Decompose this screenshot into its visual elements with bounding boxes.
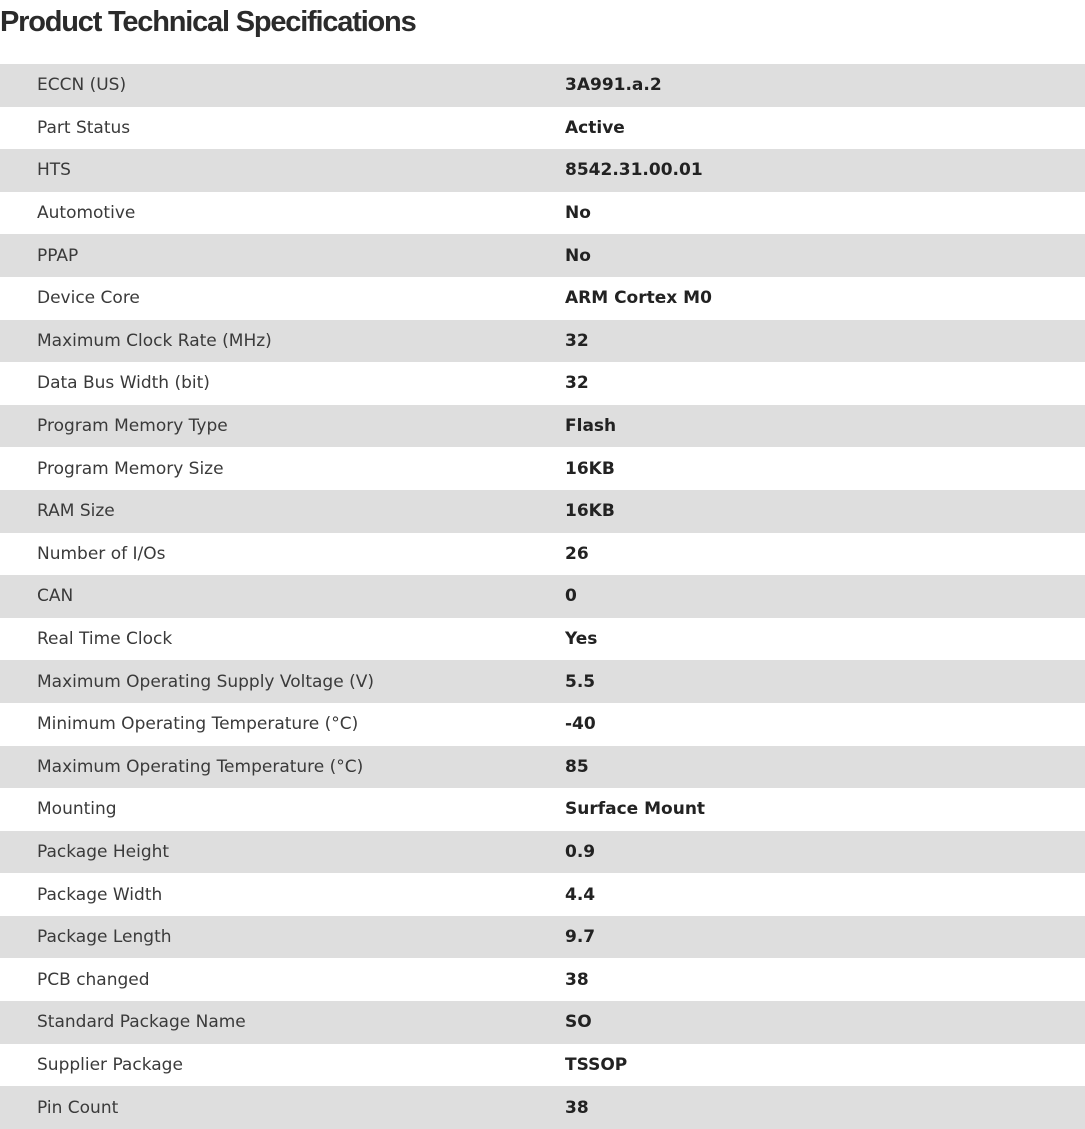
spec-value: 32 — [565, 373, 589, 394]
spec-value: 85 — [565, 756, 589, 777]
spec-row-hts — [0, 149, 1085, 192]
spec-label: Package Width — [37, 884, 163, 905]
spec-row-program-memory-type — [0, 405, 1085, 448]
spec-row-can — [0, 575, 1085, 618]
spec-row-package-length — [0, 916, 1085, 959]
spec-table-body — [0, 64, 1085, 1129]
spec-row-mounting — [0, 788, 1085, 831]
spec-label: Pin Count — [37, 1097, 119, 1118]
spec-label: Program Memory Type — [37, 416, 228, 437]
spec-row-data-bus-width — [0, 362, 1085, 405]
spec-row-max-operating-temperature — [0, 746, 1085, 789]
spec-value: No — [565, 203, 591, 224]
spec-label: PPAP — [37, 245, 79, 266]
spec-label: Mounting — [37, 799, 117, 820]
spec-row-package-height — [0, 831, 1085, 874]
spec-label: Real Time Clock — [37, 629, 173, 650]
spec-value: 9.7 — [565, 927, 596, 948]
spec-value: Surface Mount — [565, 799, 706, 820]
spec-label: Supplier Package — [37, 1054, 183, 1075]
spec-label: Package Height — [37, 841, 170, 862]
spec-row-supplier-package — [0, 1044, 1085, 1087]
spec-row-number-of-ios — [0, 533, 1085, 576]
spec-row-ppap — [0, 234, 1085, 277]
spec-label: Maximum Operating Temperature (°C) — [37, 756, 364, 777]
spec-label: Program Memory Size — [37, 458, 224, 479]
spec-value: 0.9 — [565, 841, 596, 862]
spec-label: PCB changed — [37, 969, 150, 990]
spec-label: Maximum Operating Supply Voltage (V) — [37, 671, 374, 692]
spec-value: 3A991.a.2 — [565, 75, 662, 96]
spec-value: 38 — [565, 969, 589, 990]
spec-label: Minimum Operating Temperature (°C) — [37, 714, 359, 735]
spec-value: -40 — [565, 714, 596, 735]
spec-value: TSSOP — [565, 1054, 628, 1075]
spec-row-pcb-changed — [0, 958, 1085, 1001]
spec-row-real-time-clock — [0, 618, 1085, 661]
spec-value: 16KB — [565, 458, 615, 479]
spec-label: Number of I/Os — [37, 543, 166, 564]
spec-row-package-width — [0, 873, 1085, 916]
spec-value: 16KB — [565, 501, 615, 522]
spec-value: Flash — [565, 416, 617, 437]
spec-value: 4.4 — [565, 884, 596, 905]
spec-label: Standard Package Name — [37, 1012, 246, 1033]
spec-value: 32 — [565, 330, 589, 351]
spec-row-eccn — [0, 64, 1085, 107]
spec-value: 38 — [565, 1097, 589, 1118]
spec-row-min-operating-temperature — [0, 703, 1085, 746]
spec-row-part-status — [0, 107, 1085, 150]
spec-value: 5.5 — [565, 671, 596, 692]
spec-value: Yes — [565, 629, 598, 650]
spec-label: RAM Size — [37, 501, 115, 522]
spec-value: 26 — [565, 543, 589, 564]
spec-value: No — [565, 245, 591, 266]
spec-label: ECCN (US) — [37, 75, 127, 96]
spec-label: Maximum Clock Rate (MHz) — [37, 330, 272, 351]
spec-label: Device Core — [37, 288, 140, 309]
page-title: Product Technical Specifications — [0, 6, 416, 38]
spec-label: Data Bus Width (bit) — [37, 373, 210, 394]
spec-value: 8542.31.00.01 — [565, 160, 703, 181]
spec-row-device-core — [0, 277, 1085, 320]
spec-label: Automotive — [37, 203, 136, 224]
spec-value: 0 — [565, 586, 577, 607]
spec-row-automotive — [0, 192, 1085, 235]
spec-row-max-clock-rate — [0, 320, 1085, 363]
spec-row-program-memory-size — [0, 447, 1085, 490]
spec-row-max-supply-voltage — [0, 660, 1085, 703]
spec-table — [0, 64, 1085, 1129]
spec-value: ARM Cortex M0 — [565, 288, 712, 309]
spec-label: Part Status — [37, 117, 131, 138]
spec-label: HTS — [37, 160, 71, 181]
spec-row-ram-size — [0, 490, 1085, 533]
spec-label: CAN — [37, 586, 74, 607]
spec-value: SO — [565, 1012, 592, 1033]
spec-label: Package Length — [37, 927, 172, 948]
spec-row-pin-count — [0, 1086, 1085, 1129]
spec-value: Active — [565, 117, 625, 138]
spec-row-standard-package-name — [0, 1001, 1085, 1044]
